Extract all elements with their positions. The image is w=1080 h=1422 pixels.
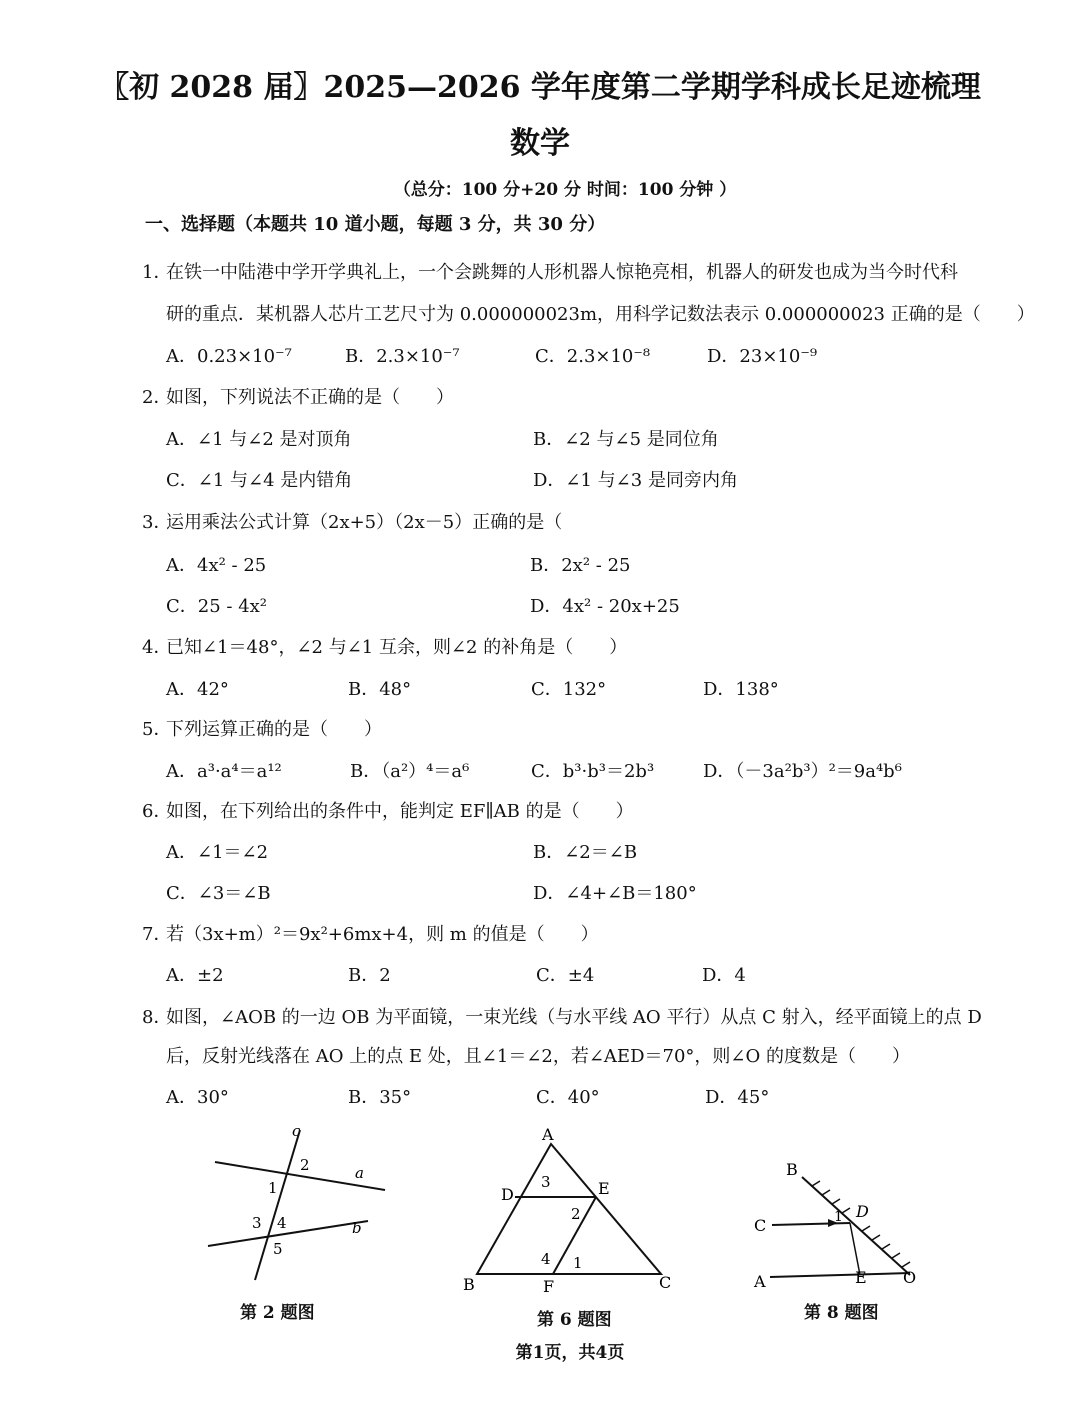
option-a: A．42° xyxy=(166,679,229,700)
question-text: 如图，在下列给出的条件中，能判定 EF∥AB 的是（ ） xyxy=(166,801,634,822)
option-a: A．a³·a⁴＝a¹² xyxy=(166,761,282,782)
question-number: 2． xyxy=(142,387,172,408)
subject-title: 数学 xyxy=(510,126,570,161)
label-B: B xyxy=(463,1275,475,1294)
label-A: A xyxy=(542,1125,554,1144)
option-a: A．30° xyxy=(166,1087,229,1108)
option-b: B．48° xyxy=(348,679,412,700)
option-c: C．2.3×10⁻⁸ xyxy=(535,346,651,367)
question-number: 5． xyxy=(142,719,172,740)
label-2: 2 xyxy=(571,1205,581,1223)
figure-8 xyxy=(750,1155,935,1300)
option-b: B．∠2＝∠B xyxy=(533,842,638,863)
question-text: 如图，下列说法不正确的是（ ） xyxy=(166,387,454,408)
label-E: E xyxy=(598,1179,610,1198)
exam-meta: （总分：100 分+20 分 时间：100 分钟 ） xyxy=(393,180,737,200)
section-heading: 一、选择题（本题共 10 道小题，每题 3 分，共 30 分） xyxy=(145,214,606,235)
option-a: A．∠1＝∠2 xyxy=(166,842,269,863)
question-number: 4． xyxy=(142,637,172,658)
label-1: 1 xyxy=(573,1254,583,1272)
option-c: C．∠3＝∠B xyxy=(166,883,271,904)
page-title: 〖初 2028 届〗2025—2026 学年度第二学期学科成长足迹梳理 xyxy=(99,70,981,105)
label-a: a xyxy=(355,1164,364,1182)
label-B: B xyxy=(786,1160,798,1179)
label-4: 4 xyxy=(541,1250,551,1268)
option-c: C．b³·b³＝2b³ xyxy=(531,761,655,782)
label-c: c xyxy=(292,1122,301,1140)
label-5: 5 xyxy=(273,1240,283,1258)
option-c: C．±4 xyxy=(536,965,595,986)
question-number: 1． xyxy=(142,262,172,283)
option-d: D．138° xyxy=(703,679,779,700)
question-text: 如图，∠AOB 的一边 OB 为平面镜，一束光线（与水平线 AO 平行）从点 C 射入，经平面镜上的点 D xyxy=(166,1007,982,1028)
label-3: 3 xyxy=(252,1214,262,1232)
option-a: A．4x² - 25 xyxy=(166,555,267,576)
option-b: B．（a²）⁴＝a⁶ xyxy=(350,761,470,782)
question-text: 在铁一中陆港中学开学典礼上，一个会跳舞的人形机器人惊艳亮相，机器人的研发也成为当今时代科 xyxy=(166,262,958,283)
option-a: A．0.23×10⁻⁷ xyxy=(166,346,292,367)
question-number: 8． xyxy=(142,1007,172,1028)
question-number: 7． xyxy=(142,924,172,945)
mirror-ob xyxy=(802,1177,910,1275)
figure-6 xyxy=(455,1122,685,1297)
option-d: D．∠4+∠B＝180° xyxy=(533,883,697,904)
question-1-line2: 研的重点．某机器人芯片工艺尺寸为 0.000000023m，用科学记数法表示 0.000000023 正确的是（ ） xyxy=(166,304,1035,325)
label-2: 2 xyxy=(300,1156,310,1174)
label-1: 1 xyxy=(834,1209,843,1225)
label-1: 1 xyxy=(268,1179,278,1197)
option-d: D．4 xyxy=(702,965,746,986)
option-c: C．∠1 与∠4 是内错角 xyxy=(166,470,353,491)
label-D: D xyxy=(501,1185,514,1204)
label-E: E xyxy=(855,1268,867,1287)
label-A: A xyxy=(754,1272,766,1291)
option-b: B．2.3×10⁻⁷ xyxy=(345,346,460,367)
label-F: F xyxy=(543,1277,555,1296)
option-d: D．45° xyxy=(705,1087,770,1108)
label-C: C xyxy=(754,1216,767,1235)
question-number: 6． xyxy=(142,801,172,822)
option-b: B．2x² - 25 xyxy=(530,555,631,576)
option-a: A．±2 xyxy=(166,965,224,986)
option-b: B．35° xyxy=(348,1087,412,1108)
option-c: C．25 - 4x² xyxy=(166,596,268,617)
line-b xyxy=(208,1221,368,1246)
question-text: 运用乘法公式计算（2x+5）（2x－5）正确的是（ xyxy=(166,512,563,533)
option-d: D．4x² - 20x+25 xyxy=(530,596,680,617)
label-4: 4 xyxy=(277,1214,287,1232)
figure-2 xyxy=(200,1120,400,1290)
page-footer: 第1页，共4页 xyxy=(515,1343,625,1363)
option-c: C．40° xyxy=(536,1087,600,1108)
figure-8-caption: 第 8 题图 xyxy=(804,1303,879,1323)
option-d: D．∠1 与∠3 是同旁内角 xyxy=(533,470,738,491)
triangle-abc xyxy=(477,1144,661,1274)
option-c: C．132° xyxy=(531,679,607,700)
question-text: 若（3x+m）²＝9x²+6mx+4，则 m 的值是（ ） xyxy=(166,924,599,945)
label-O: O xyxy=(903,1268,917,1287)
label-b: b xyxy=(352,1219,362,1237)
line-ao xyxy=(770,1273,910,1277)
figure-2-caption: 第 2 题图 xyxy=(240,1303,315,1323)
label-D: D xyxy=(856,1202,869,1221)
question-number: 3． xyxy=(142,512,172,533)
option-d: D．23×10⁻⁹ xyxy=(707,346,818,367)
option-b: B．2 xyxy=(348,965,391,986)
figure-6-caption: 第 6 题图 xyxy=(537,1310,612,1330)
option-d: D．（－3a²b³）²＝9a⁴b⁶ xyxy=(703,761,902,782)
label-C: C xyxy=(659,1273,672,1292)
question-8-line2: 后，反射光线落在 AO 上的点 E 处，且∠1＝∠2，若∠AED＝70°，则∠O 的度数是（ ） xyxy=(166,1046,910,1067)
option-a: A．∠1 与∠2 是对顶角 xyxy=(166,429,352,450)
option-b: B．∠2 与∠5 是同位角 xyxy=(533,429,719,450)
question-text: 已知∠1＝48°，∠2 与∠1 互余，则∠2 的补角是（ ） xyxy=(166,637,628,658)
label-3: 3 xyxy=(541,1173,551,1191)
question-text: 下列运算正确的是（ ） xyxy=(166,719,382,740)
